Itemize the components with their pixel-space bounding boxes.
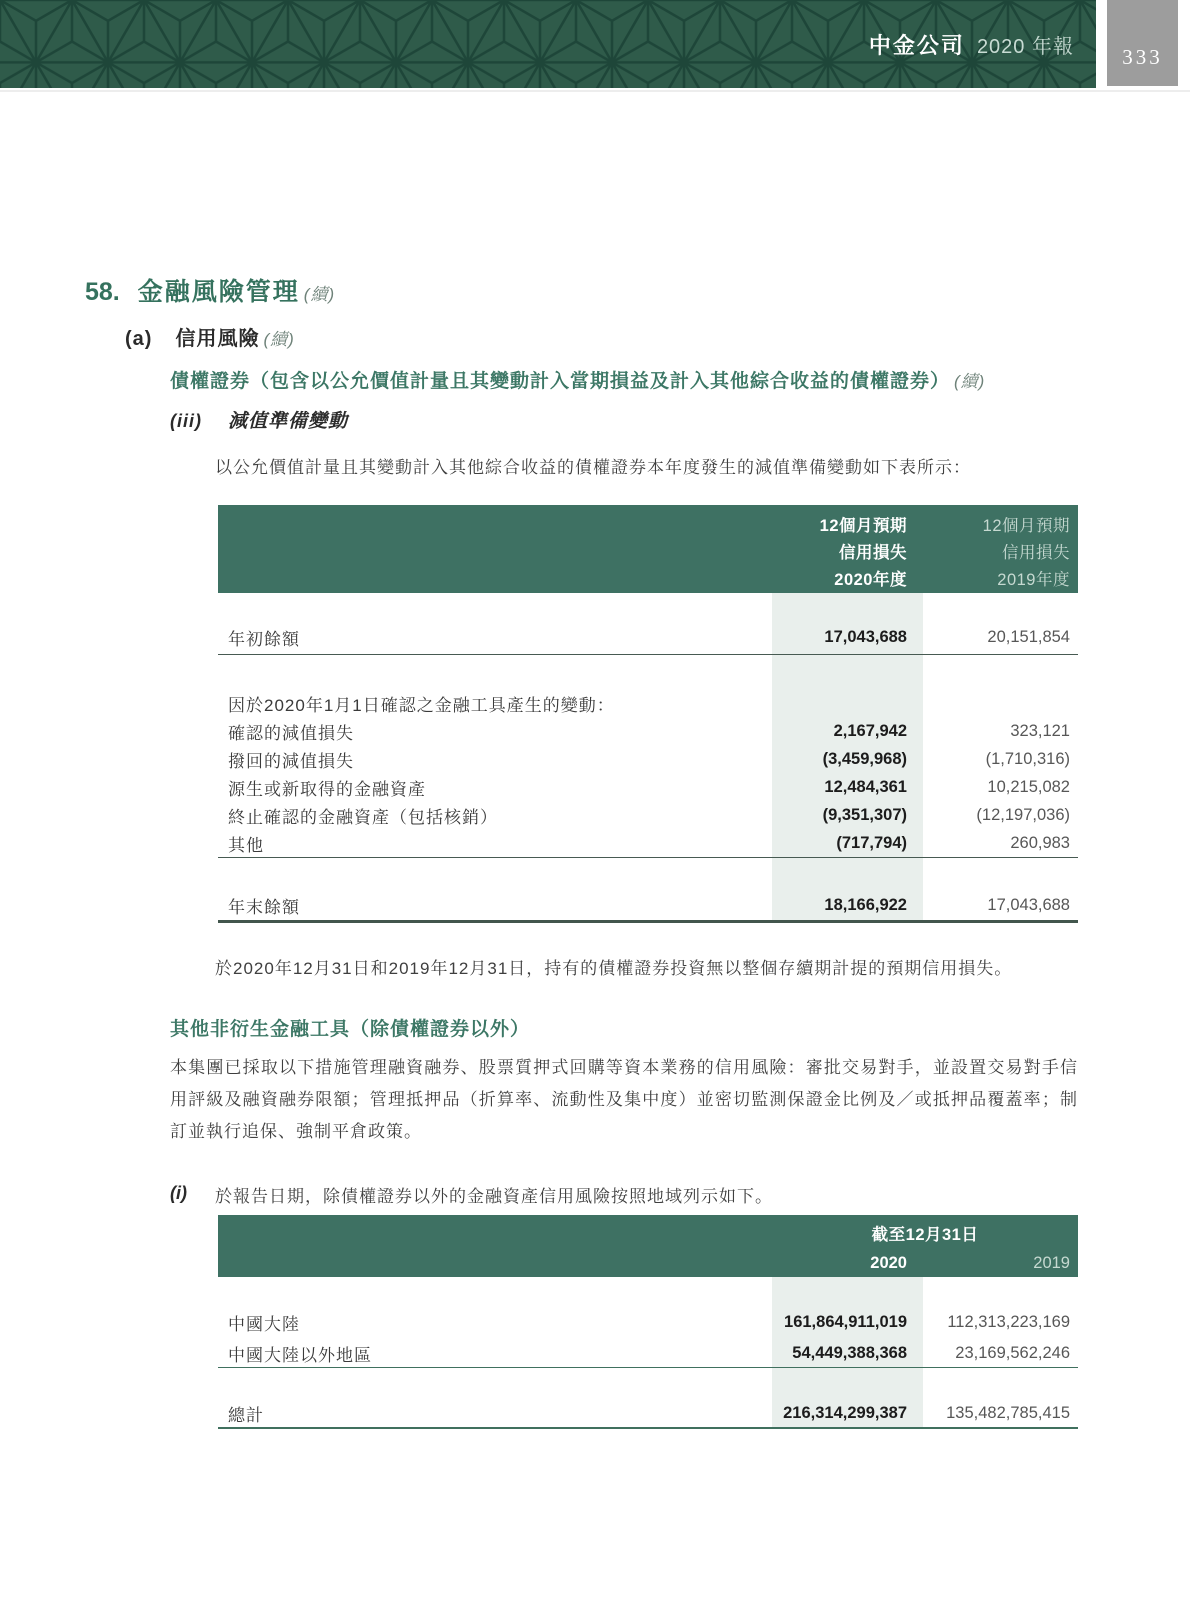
table1-intro-paragraph: 以公允價值計量且其變動計入其他綜合收益的債權證券本年度發生的減值準備變動如下表所示： [215, 458, 971, 477]
impairment-provision-table [218, 505, 1078, 923]
table1-header-2020-line1: 12個月預期 [819, 517, 907, 535]
table1-header-spacer [218, 505, 772, 593]
table1-header-2020-line3: 2020年度 [834, 571, 907, 589]
page-number: 333 [1122, 44, 1163, 69]
table2-header-2019: 2019 [1033, 1254, 1070, 1272]
item-i-label: (i) [170, 1183, 187, 1203]
subsection-iii-title: 減值準備變動 [228, 411, 349, 432]
table1-header-2020-line2: 信用損失 [839, 544, 907, 562]
table2-header-2020: 2020 [870, 1254, 907, 1272]
section-title: 金融風險管理 [137, 278, 300, 306]
section-number: 58. [85, 278, 120, 306]
banner-divider [0, 90, 1190, 92]
subsection-iii-label: (iii) [170, 411, 202, 431]
table2-year-row [772, 1251, 1078, 1275]
subsection-a-label: (a) [125, 328, 153, 350]
table2-spacer-row [218, 1277, 1078, 1305]
table1-spacer-row [218, 593, 1078, 620]
table2-span-header: 截至12月31日 [871, 1226, 979, 1244]
table1-header [218, 505, 1078, 593]
table-row-originated-assets: 源生或新取得的金融資產 12,484,361 10,215,082 [218, 773, 1078, 801]
table2-spacer-row [218, 1368, 1078, 1399]
table1-header-2019 [923, 505, 1078, 593]
page-number-box [1107, 0, 1178, 86]
subsection-iii-heading [170, 406, 348, 433]
company-name: 中金公司 [868, 32, 965, 58]
table-row-mainland-china: 中國大陸 161,864,911,019 112,313,223,169 [218, 1305, 1078, 1339]
bond-securities-continued: (續) [954, 372, 986, 391]
item-i-block [170, 1182, 1090, 1207]
table-row-total: 總計 216,314,299,387 135,482,785,415 [218, 1399, 1078, 1429]
subsection-a-title: 信用風險 [175, 328, 260, 350]
section-heading [85, 272, 335, 308]
table1-note-paragraph: 於2020年12月31日和2019年12月31日，持有的債權證券投資無以整個存續期計提的預期信用損失。 [215, 959, 1013, 978]
table-row-group-label: 因於2020年1月1日確認之金融工具產生的變動： [218, 689, 1078, 717]
table-row-derecognised-assets: 終止確認的金融資產（包括核銷） (9,351,307) (12,197,036) [218, 801, 1078, 829]
page-header-banner [0, 0, 1096, 88]
other-instruments-heading: 其他非衍生金融工具（除債權證券以外） [170, 1019, 531, 1040]
table-row-reversed-loss: 撥回的減值損失 (3,459,968) (1,710,316) [218, 745, 1078, 773]
table1-header-2019-line1: 12個月預期 [982, 517, 1070, 535]
subsection-a-heading [125, 322, 295, 351]
banner-title [869, 0, 1074, 88]
table1-spacer-row [218, 858, 1078, 890]
table1-header-2019-line3: 2019年度 [997, 571, 1070, 589]
bond-securities-title: 債權證券（包含以公允價值計量且其變動計入當期損益及計入其他綜合收益的債權證券） [170, 371, 951, 392]
table-row-closing-balance: 年末餘額 18,166,922 17,043,688 [218, 890, 1078, 923]
bond-securities-heading [170, 366, 985, 393]
table2-header [218, 1215, 1078, 1277]
table-row-other: 其他 (717,794) 260,983 [218, 829, 1078, 858]
credit-risk-measures-paragraph: 本集團已採取以下措施管理融資融券、股票質押式回購等資本業務的信用風險：審批交易對手，並設置交易對手信用評級及融資融券限額；管理抵押品（折算率、流動性及集中度）並密切監測保證金比例及／或抵押品覆蓋率；制訂並執行追保、強制平倉政策。 [170, 1058, 1078, 1141]
section-continued: (續) [303, 285, 336, 304]
table1-header-2019-line2: 信用損失 [1002, 544, 1070, 562]
item-i-text: 於報告日期，除債權證券以外的金融資產信用風險按照地域列示如下。 [215, 1187, 773, 1206]
geographic-credit-risk-table [218, 1215, 1078, 1429]
report-year-label: 2020 年報 [976, 35, 1074, 58]
table-row-recognised-loss: 確認的減值損失 2,167,942 323,121 [218, 717, 1078, 745]
table1-spacer-row [218, 655, 1078, 689]
table1-header-2020 [772, 505, 923, 593]
subsection-a-continued: (續) [263, 330, 295, 349]
table-row-opening-balance: 年初餘額 17,043,688 20,151,854 [218, 620, 1078, 655]
table-row-outside-mainland: 中國大陸以外地區 54,449,388,368 23,169,562,246 [218, 1339, 1078, 1368]
